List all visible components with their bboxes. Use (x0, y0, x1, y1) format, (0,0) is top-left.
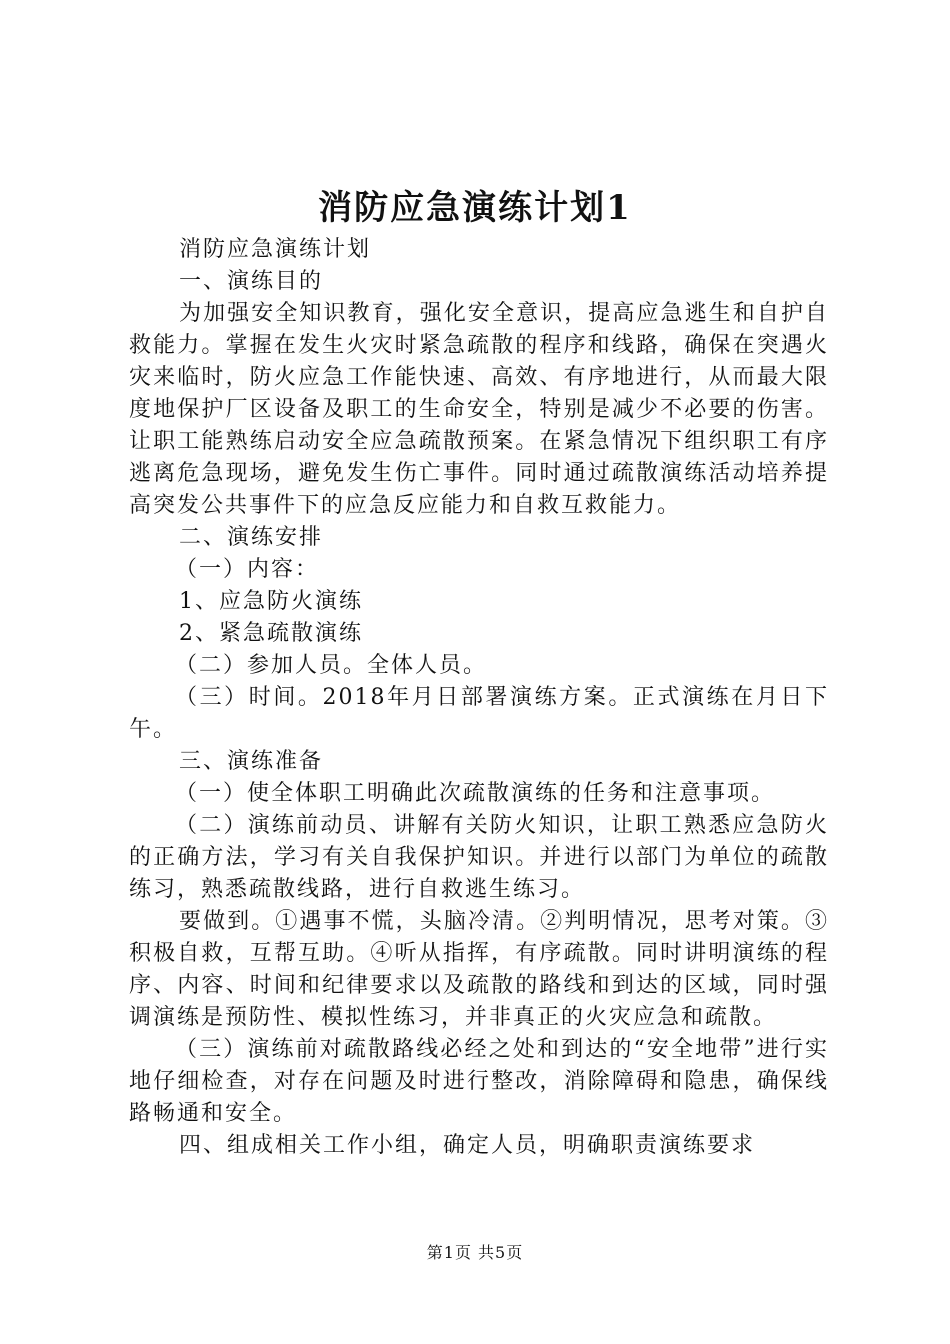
document-body (129, 234, 829, 1162)
subtitle-paragraph: 消防应急演练计划 (179, 237, 372, 262)
participants-paragraph: （二）参加人员。全体人员。 (175, 653, 488, 678)
list-item-fire-drill: 1、应急防火演练 (179, 589, 363, 614)
prep-item-3: （三）演练前对疏散路线必经之处和到达的“安全地带”进行实地仔细检查，对存在问题及时进行整改，消除障碍和隐患，确保线路畅通和安全。 (129, 1037, 829, 1126)
section-heading-1: 一、演练目的 (179, 269, 324, 294)
prep-item-1: （一）使全体职工明确此次疏散演练的任务和注意事项。 (175, 781, 776, 806)
prep-item-2: （二）演练前动员、讲解有关防火知识，让职工熟悉应急防火的正确方法，学习有关自我保护知识。并进行以部门为单位的疏散练习，熟悉疏散线路，进行自救逃生练习。 (129, 813, 829, 902)
time-paragraph: （三）时间。2018年月日部署演练方案。正式演练在月日下午。 (129, 685, 829, 742)
section-heading-4: 四、组成相关工作小组，确定人员，明确职责演练要求 (179, 1133, 756, 1158)
requirements-paragraph: 要做到。①遇事不慌，头脑冷清。②判明情况，思考对策。③积极自救，互帮互助。④听从指挥，有序疏散。同时讲明演练的程序、内容、时间和纪律要求以及疏散的路线和到达的区域，同时强调演练是预防性、模拟性练习，并非真正的火灾应急和疏散。 (129, 909, 829, 1030)
page-footer: 第1页 共5页 (426, 1243, 524, 1262)
section-heading-3: 三、演练准备 (179, 749, 324, 774)
content-subheading: （一）内容： (175, 557, 320, 582)
list-item-evacuation-drill: 2、紧急疏散演练 (179, 621, 363, 646)
section-heading-2: 二、演练安排 (179, 525, 324, 550)
purpose-paragraph: 为加强安全知识教育，强化安全意识，提高应急逃生和自护自救能力。掌握在发生火灾时紧急疏散的程序和线路，确保在突遇火灾来临时，防火应急工作能快速、高效、有序地进行，从而最大限度地保护厂区设备及职工的生命安全，特别是减少不必要的伤害。让职工能熟练启动安全应急疏散预案。在紧急情况下组织职工有序逃离危急现场，避免发生伤亡事件。同时通过疏散演练活动培养提高突发公共事件下的应急反应能力和自救互救能力。 (129, 301, 829, 518)
document-title: 消防应急演练计划1 (318, 188, 632, 228)
